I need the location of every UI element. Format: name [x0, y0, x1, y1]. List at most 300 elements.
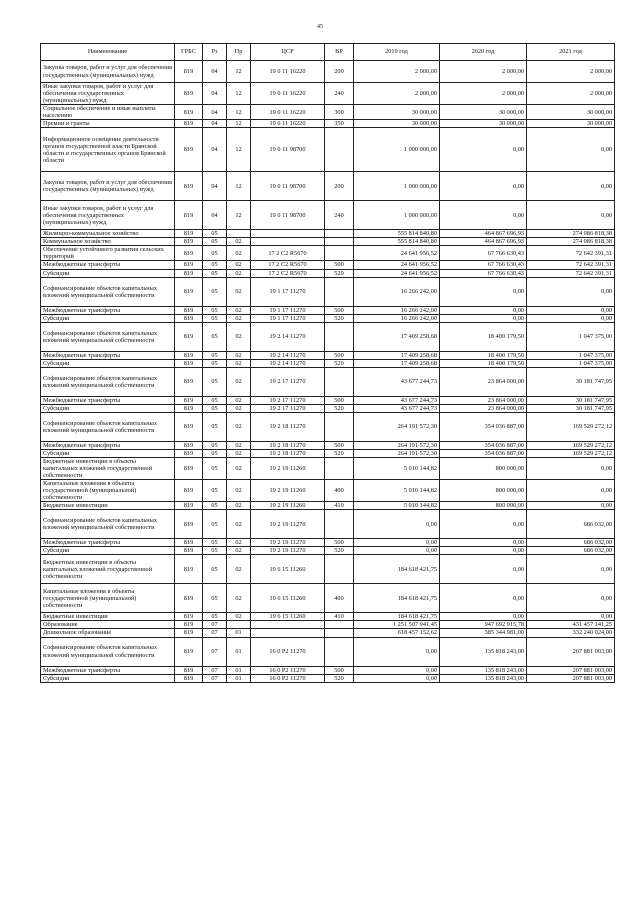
row-rz: 05 [203, 314, 227, 322]
row-vr [325, 322, 354, 351]
header-2020: 2020 год [440, 44, 527, 61]
row-name: Иные закупки товаров, работ и услуг для обеспечения государственных (муниципальных) нужд [41, 83, 175, 105]
row-grbs: 819 [175, 367, 203, 396]
row-2019: 16 266 242,00 [354, 306, 440, 314]
row-name: Софинансирование объектов капитальных вложений муниципальной собственности [41, 412, 175, 441]
row-name: Межбюджетные трансферты [41, 396, 175, 404]
budget-table [40, 43, 615, 683]
row-2019: 30 000,00 [354, 105, 440, 120]
row-csr: 19 1 17 11270 [251, 277, 325, 306]
table-row [41, 61, 615, 83]
row-pr: 12 [227, 120, 251, 128]
row-2021: 686 032,00 [527, 547, 615, 555]
row-2020: 2 000,00 [440, 83, 527, 105]
row-2021: 2 000,00 [527, 83, 615, 105]
row-2019: 5 010 144,82 [354, 502, 440, 510]
row-2019: 264 191 572,30 [354, 449, 440, 457]
row-grbs: 819 [175, 621, 203, 629]
row-grbs: 819 [175, 128, 203, 172]
row-vr: 500 [325, 666, 354, 674]
row-csr: 19 6 15 11260 [251, 584, 325, 613]
row-vr [325, 230, 354, 238]
row-2021: 0,00 [527, 172, 615, 201]
row-2019: 24 641 956,52 [354, 261, 440, 269]
row-csr: 19 0 11 16220 [251, 120, 325, 128]
row-2019: 30 000,00 [354, 120, 440, 128]
row-rz: 05 [203, 269, 227, 277]
row-2021: 0,00 [527, 457, 615, 479]
row-vr: 520 [325, 674, 354, 682]
row-csr: 19 6 15 11260 [251, 613, 325, 621]
row-rz: 07 [203, 674, 227, 682]
row-rz: 05 [203, 613, 227, 621]
row-rz: 05 [203, 449, 227, 457]
row-csr: 19 2 19 11270 [251, 539, 325, 547]
row-2021: 0,00 [527, 555, 615, 584]
row-2020: 0,00 [440, 277, 527, 306]
row-name: Жилищно-коммунальное хозяйство [41, 230, 175, 238]
row-vr: 500 [325, 539, 354, 547]
row-grbs: 819 [175, 314, 203, 322]
row-grbs: 819 [175, 510, 203, 539]
row-grbs: 819 [175, 359, 203, 367]
table-row [41, 584, 615, 613]
row-csr: 19 0 11 16220 [251, 105, 325, 120]
row-vr [325, 412, 354, 441]
row-vr [325, 510, 354, 539]
row-2020: 0,00 [440, 172, 527, 201]
page-number: 45 [317, 24, 323, 30]
row-vr: 500 [325, 351, 354, 359]
row-2020: 800 000,00 [440, 457, 527, 479]
row-vr: 500 [325, 396, 354, 404]
row-csr: 19 0 11 16220 [251, 83, 325, 105]
row-2019: 2 000,00 [354, 83, 440, 105]
row-vr: 240 [325, 83, 354, 105]
row-vr: 520 [325, 269, 354, 277]
row-2020: 464 867 696,93 [440, 238, 527, 246]
row-vr: 350 [325, 120, 354, 128]
row-2020: 354 036 887,00 [440, 412, 527, 441]
row-2019: 0,00 [354, 666, 440, 674]
row-name: Субсидии [41, 314, 175, 322]
row-grbs: 819 [175, 269, 203, 277]
table-row [41, 230, 615, 238]
row-csr: 19 2 17 11270 [251, 367, 325, 396]
row-2019: 5 010 144,82 [354, 457, 440, 479]
row-vr [325, 555, 354, 584]
row-2020: 354 036 887,00 [440, 449, 527, 457]
row-name: Субсидии [41, 547, 175, 555]
row-pr: 02 [227, 367, 251, 396]
header-grbs: ГРБС [175, 44, 203, 61]
row-2019: 264 191 572,30 [354, 412, 440, 441]
row-csr: 19 0 11 98700 [251, 128, 325, 172]
table-row [41, 555, 615, 584]
table-row [41, 666, 615, 674]
row-rz: 05 [203, 502, 227, 510]
row-name: Капитальные вложения в объекты государственной (муниципальной) собственности [41, 584, 175, 613]
row-name: Иные закупки товаров, работ и услуг для обеспечения государственных (муниципальных) нужд [41, 201, 175, 230]
row-pr: 02 [227, 555, 251, 584]
row-name: Межбюджетные трансферты [41, 261, 175, 269]
row-2019: 2 000,00 [354, 61, 440, 83]
row-grbs: 819 [175, 351, 203, 359]
row-rz: 05 [203, 412, 227, 441]
table-row [41, 367, 615, 396]
row-2019: 5 010 144,82 [354, 480, 440, 502]
row-2020: 23 864 000,00 [440, 396, 527, 404]
table-row [41, 269, 615, 277]
row-name: Субсидии [41, 449, 175, 457]
row-name: Бюджетные инвестиции в объекты капитальных вложений государственной собственности [41, 555, 175, 584]
row-csr: 19 2 14 11270 [251, 351, 325, 359]
row-pr: 02 [227, 584, 251, 613]
row-2019: 555 814 840,80 [354, 238, 440, 246]
row-pr: 02 [227, 269, 251, 277]
row-2019: 17 409 258,68 [354, 322, 440, 351]
row-pr: 12 [227, 172, 251, 201]
row-2021: 72 642 391,31 [527, 269, 615, 277]
row-pr: 12 [227, 128, 251, 172]
table-row [41, 238, 615, 246]
row-2020: 947 692 915,78 [440, 621, 527, 629]
row-csr: 16 0 P2 11270 [251, 674, 325, 682]
row-vr [325, 457, 354, 479]
row-vr: 240 [325, 201, 354, 230]
row-pr: 02 [227, 404, 251, 412]
row-vr: 410 [325, 502, 354, 510]
row-rz: 07 [203, 637, 227, 666]
row-name: Межбюджетные трансферты [41, 666, 175, 674]
table-row [41, 502, 615, 510]
row-pr: 02 [227, 261, 251, 269]
row-vr: 300 [325, 105, 354, 120]
row-vr: 400 [325, 584, 354, 613]
row-grbs: 819 [175, 480, 203, 502]
row-csr: 19 2 19 11260 [251, 502, 325, 510]
row-name: Субсидии [41, 674, 175, 682]
row-2021: 0,00 [527, 502, 615, 510]
row-name: Межбюджетные трансферты [41, 351, 175, 359]
row-grbs: 819 [175, 613, 203, 621]
row-2019: 17 409 258,68 [354, 351, 440, 359]
table-row [41, 457, 615, 479]
row-name: Межбюджетные трансферты [41, 306, 175, 314]
table-row [41, 314, 615, 322]
row-name: Дошкольное образование [41, 629, 175, 637]
row-name: Премии и гранты [41, 120, 175, 128]
row-rz: 05 [203, 306, 227, 314]
row-2021: 0,00 [527, 613, 615, 621]
row-name: Информационное освещение деятельности органов государственной власти Брянской области и государственных органов Брянской области [41, 128, 175, 172]
row-2020: 135 818 243,00 [440, 674, 527, 682]
row-2021: 0,00 [527, 306, 615, 314]
row-pr: 01 [227, 666, 251, 674]
row-2020: 0,00 [440, 201, 527, 230]
table-row [41, 539, 615, 547]
row-2021: 72 642 391,31 [527, 246, 615, 261]
row-csr: 17 2 С2 R5670 [251, 261, 325, 269]
row-2021: 1 047 375,00 [527, 351, 615, 359]
row-rz: 05 [203, 238, 227, 246]
row-2019: 1 000 000,00 [354, 201, 440, 230]
row-2019: 184 618 421,75 [354, 555, 440, 584]
row-pr: 02 [227, 351, 251, 359]
row-name: Бюджетные инвестиции в объекты капитальных вложений государственной собственности [41, 457, 175, 479]
header-vr: ВР [325, 44, 354, 61]
row-grbs: 819 [175, 584, 203, 613]
row-2021: 0,00 [527, 277, 615, 306]
row-2021: 686 032,00 [527, 539, 615, 547]
table-row [41, 172, 615, 201]
row-csr: 19 0 11 16220 [251, 61, 325, 83]
row-grbs: 819 [175, 539, 203, 547]
row-name: Софинансирование объектов капитальных вложений муниципальной собственности [41, 510, 175, 539]
row-name: Обеспечение устойчивого развития сельских территорий [41, 246, 175, 261]
row-2020: 18 400 179,50 [440, 351, 527, 359]
row-2020: 30 000,00 [440, 105, 527, 120]
row-2020: 23 864 000,00 [440, 367, 527, 396]
row-grbs: 819 [175, 629, 203, 637]
row-vr: 520 [325, 547, 354, 555]
row-name: Софинансирование объектов капитальных вложений муниципальной собственности [41, 322, 175, 351]
row-pr: 02 [227, 277, 251, 306]
row-csr: 19 1 17 11270 [251, 314, 325, 322]
row-pr: 02 [227, 246, 251, 261]
row-vr: 410 [325, 613, 354, 621]
row-name: Коммунальное хозяйство [41, 238, 175, 246]
row-name: Бюджетные инвестиции [41, 502, 175, 510]
row-name: Межбюджетные трансферты [41, 441, 175, 449]
row-2020: 30 000,00 [440, 120, 527, 128]
table-row [41, 449, 615, 457]
row-rz: 05 [203, 367, 227, 396]
row-pr: 01 [227, 629, 251, 637]
row-vr: 520 [325, 314, 354, 322]
row-rz: 05 [203, 230, 227, 238]
row-csr [251, 238, 325, 246]
row-2019: 0,00 [354, 674, 440, 682]
row-grbs: 819 [175, 246, 203, 261]
row-rz: 04 [203, 172, 227, 201]
row-vr: 200 [325, 172, 354, 201]
row-pr [227, 230, 251, 238]
row-rz: 05 [203, 457, 227, 479]
row-2020: 135 818 243,00 [440, 666, 527, 674]
row-csr: 19 2 19 11270 [251, 510, 325, 539]
row-name: Социальное обеспечение и иные выплаты населению [41, 105, 175, 120]
row-name: Бюджетные инвестиции [41, 613, 175, 621]
row-pr: 02 [227, 359, 251, 367]
row-2020: 23 864 000,00 [440, 404, 527, 412]
row-csr: 19 2 19 11260 [251, 457, 325, 479]
row-name: Субсидии [41, 269, 175, 277]
row-2021: 0,00 [527, 584, 615, 613]
row-rz: 05 [203, 539, 227, 547]
row-rz: 07 [203, 621, 227, 629]
row-rz: 07 [203, 629, 227, 637]
row-rz: 05 [203, 277, 227, 306]
row-vr [325, 277, 354, 306]
row-vr: 520 [325, 404, 354, 412]
row-grbs: 819 [175, 412, 203, 441]
row-grbs: 819 [175, 502, 203, 510]
row-vr: 500 [325, 261, 354, 269]
row-2019: 43 677 244,73 [354, 396, 440, 404]
row-pr: 02 [227, 457, 251, 479]
row-2020: 0,00 [440, 539, 527, 547]
row-name: Межбюджетные трансферты [41, 539, 175, 547]
row-pr: 12 [227, 201, 251, 230]
table-row [41, 201, 615, 230]
row-grbs: 819 [175, 441, 203, 449]
row-2020: 0,00 [440, 547, 527, 555]
row-vr [325, 128, 354, 172]
row-grbs: 819 [175, 238, 203, 246]
row-csr [251, 621, 325, 629]
row-grbs: 819 [175, 120, 203, 128]
row-vr: 500 [325, 306, 354, 314]
row-csr: 19 2 17 11270 [251, 396, 325, 404]
row-name: Софинансирование объектов капитальных вложений муниципальной собственности [41, 367, 175, 396]
row-name: Закупка товаров, работ и услуг для обеспечения государственных (муниципальных) нужд [41, 61, 175, 83]
table-row [41, 547, 615, 555]
row-2019: 618 457 152,62 [354, 629, 440, 637]
row-2019: 1 000 000,00 [354, 172, 440, 201]
row-pr: 02 [227, 539, 251, 547]
table-row [41, 351, 615, 359]
row-2021: 0,00 [527, 314, 615, 322]
table-row [41, 246, 615, 261]
row-vr [325, 621, 354, 629]
row-csr: 19 2 14 11270 [251, 322, 325, 351]
row-pr: 02 [227, 306, 251, 314]
row-2020: 0,00 [440, 314, 527, 322]
row-pr: 02 [227, 502, 251, 510]
row-pr: 02 [227, 510, 251, 539]
row-rz: 05 [203, 510, 227, 539]
row-rz: 07 [203, 666, 227, 674]
row-rz: 05 [203, 555, 227, 584]
table-row [41, 412, 615, 441]
row-grbs: 819 [175, 404, 203, 412]
row-grbs: 819 [175, 396, 203, 404]
row-pr: 01 [227, 674, 251, 682]
row-vr [325, 367, 354, 396]
row-rz: 04 [203, 61, 227, 83]
row-2019: 17 409 258,68 [354, 359, 440, 367]
row-rz: 05 [203, 322, 227, 351]
row-grbs: 819 [175, 457, 203, 479]
row-name: Софинансирование объектов капитальных вложений муниципальной собственности [41, 637, 175, 666]
row-csr [251, 629, 325, 637]
row-vr [325, 637, 354, 666]
table-row [41, 629, 615, 637]
row-rz: 05 [203, 261, 227, 269]
table-row [41, 120, 615, 128]
row-grbs: 819 [175, 172, 203, 201]
row-pr: 02 [227, 613, 251, 621]
row-pr [227, 621, 251, 629]
row-2021: 169 529 272,12 [527, 449, 615, 457]
table-header-row [41, 44, 615, 61]
table-row [41, 637, 615, 666]
row-2020: 354 036 887,00 [440, 441, 527, 449]
table-row [41, 441, 615, 449]
row-grbs: 819 [175, 674, 203, 682]
row-vr: 400 [325, 480, 354, 502]
row-2019: 16 266 242,00 [354, 314, 440, 322]
row-2021: 30 181 747,95 [527, 367, 615, 396]
row-vr: 520 [325, 449, 354, 457]
row-2021: 30 000,00 [527, 120, 615, 128]
row-2021: 0,00 [527, 480, 615, 502]
row-2020: 18 400 179,50 [440, 322, 527, 351]
row-csr: 19 2 19 11260 [251, 480, 325, 502]
row-pr: 02 [227, 480, 251, 502]
row-2021: 274 086 818,38 [527, 238, 615, 246]
row-grbs: 819 [175, 306, 203, 314]
header-name: Наименование [41, 44, 175, 61]
row-csr [251, 230, 325, 238]
header-2021: 2021 год [527, 44, 615, 61]
table-row [41, 128, 615, 172]
row-rz: 05 [203, 547, 227, 555]
row-pr: 02 [227, 322, 251, 351]
row-2020: 67 766 630,43 [440, 269, 527, 277]
table-row [41, 613, 615, 621]
row-2019: 24 641 956,52 [354, 269, 440, 277]
row-2019: 264 191 572,30 [354, 441, 440, 449]
row-2020: 464 867 696,93 [440, 230, 527, 238]
row-grbs: 819 [175, 449, 203, 457]
row-name: Софинансирование объектов капитальных вложений муниципальной собственности [41, 277, 175, 306]
row-rz: 04 [203, 128, 227, 172]
table-row [41, 404, 615, 412]
row-2021: 274 086 818,38 [527, 230, 615, 238]
row-pr: 12 [227, 61, 251, 83]
table-row [41, 510, 615, 539]
row-rz: 05 [203, 246, 227, 261]
row-2019: 555 814 840,80 [354, 230, 440, 238]
header-2019: 2019 год [354, 44, 440, 61]
row-2019: 0,00 [354, 637, 440, 666]
row-2021: 207 881 003,00 [527, 674, 615, 682]
row-rz: 04 [203, 120, 227, 128]
row-2020: 0,00 [440, 510, 527, 539]
row-grbs: 819 [175, 261, 203, 269]
row-2019: 43 677 244,73 [354, 404, 440, 412]
row-csr: 19 0 11 98700 [251, 172, 325, 201]
header-csr: ЦСР [251, 44, 325, 61]
row-rz: 04 [203, 201, 227, 230]
row-grbs: 819 [175, 105, 203, 120]
row-2020: 135 818 243,00 [440, 637, 527, 666]
row-pr: 12 [227, 83, 251, 105]
row-csr: 19 0 11 98700 [251, 201, 325, 230]
row-csr: 19 1 17 11270 [251, 306, 325, 314]
row-pr: 02 [227, 449, 251, 457]
row-2021: 30 181 747,95 [527, 396, 615, 404]
row-2020: 67 766 630,43 [440, 261, 527, 269]
row-rz: 05 [203, 441, 227, 449]
row-grbs: 819 [175, 61, 203, 83]
row-2019: 0,00 [354, 539, 440, 547]
row-rz: 04 [203, 105, 227, 120]
row-2020: 2 000,00 [440, 61, 527, 83]
row-2020: 0,00 [440, 128, 527, 172]
